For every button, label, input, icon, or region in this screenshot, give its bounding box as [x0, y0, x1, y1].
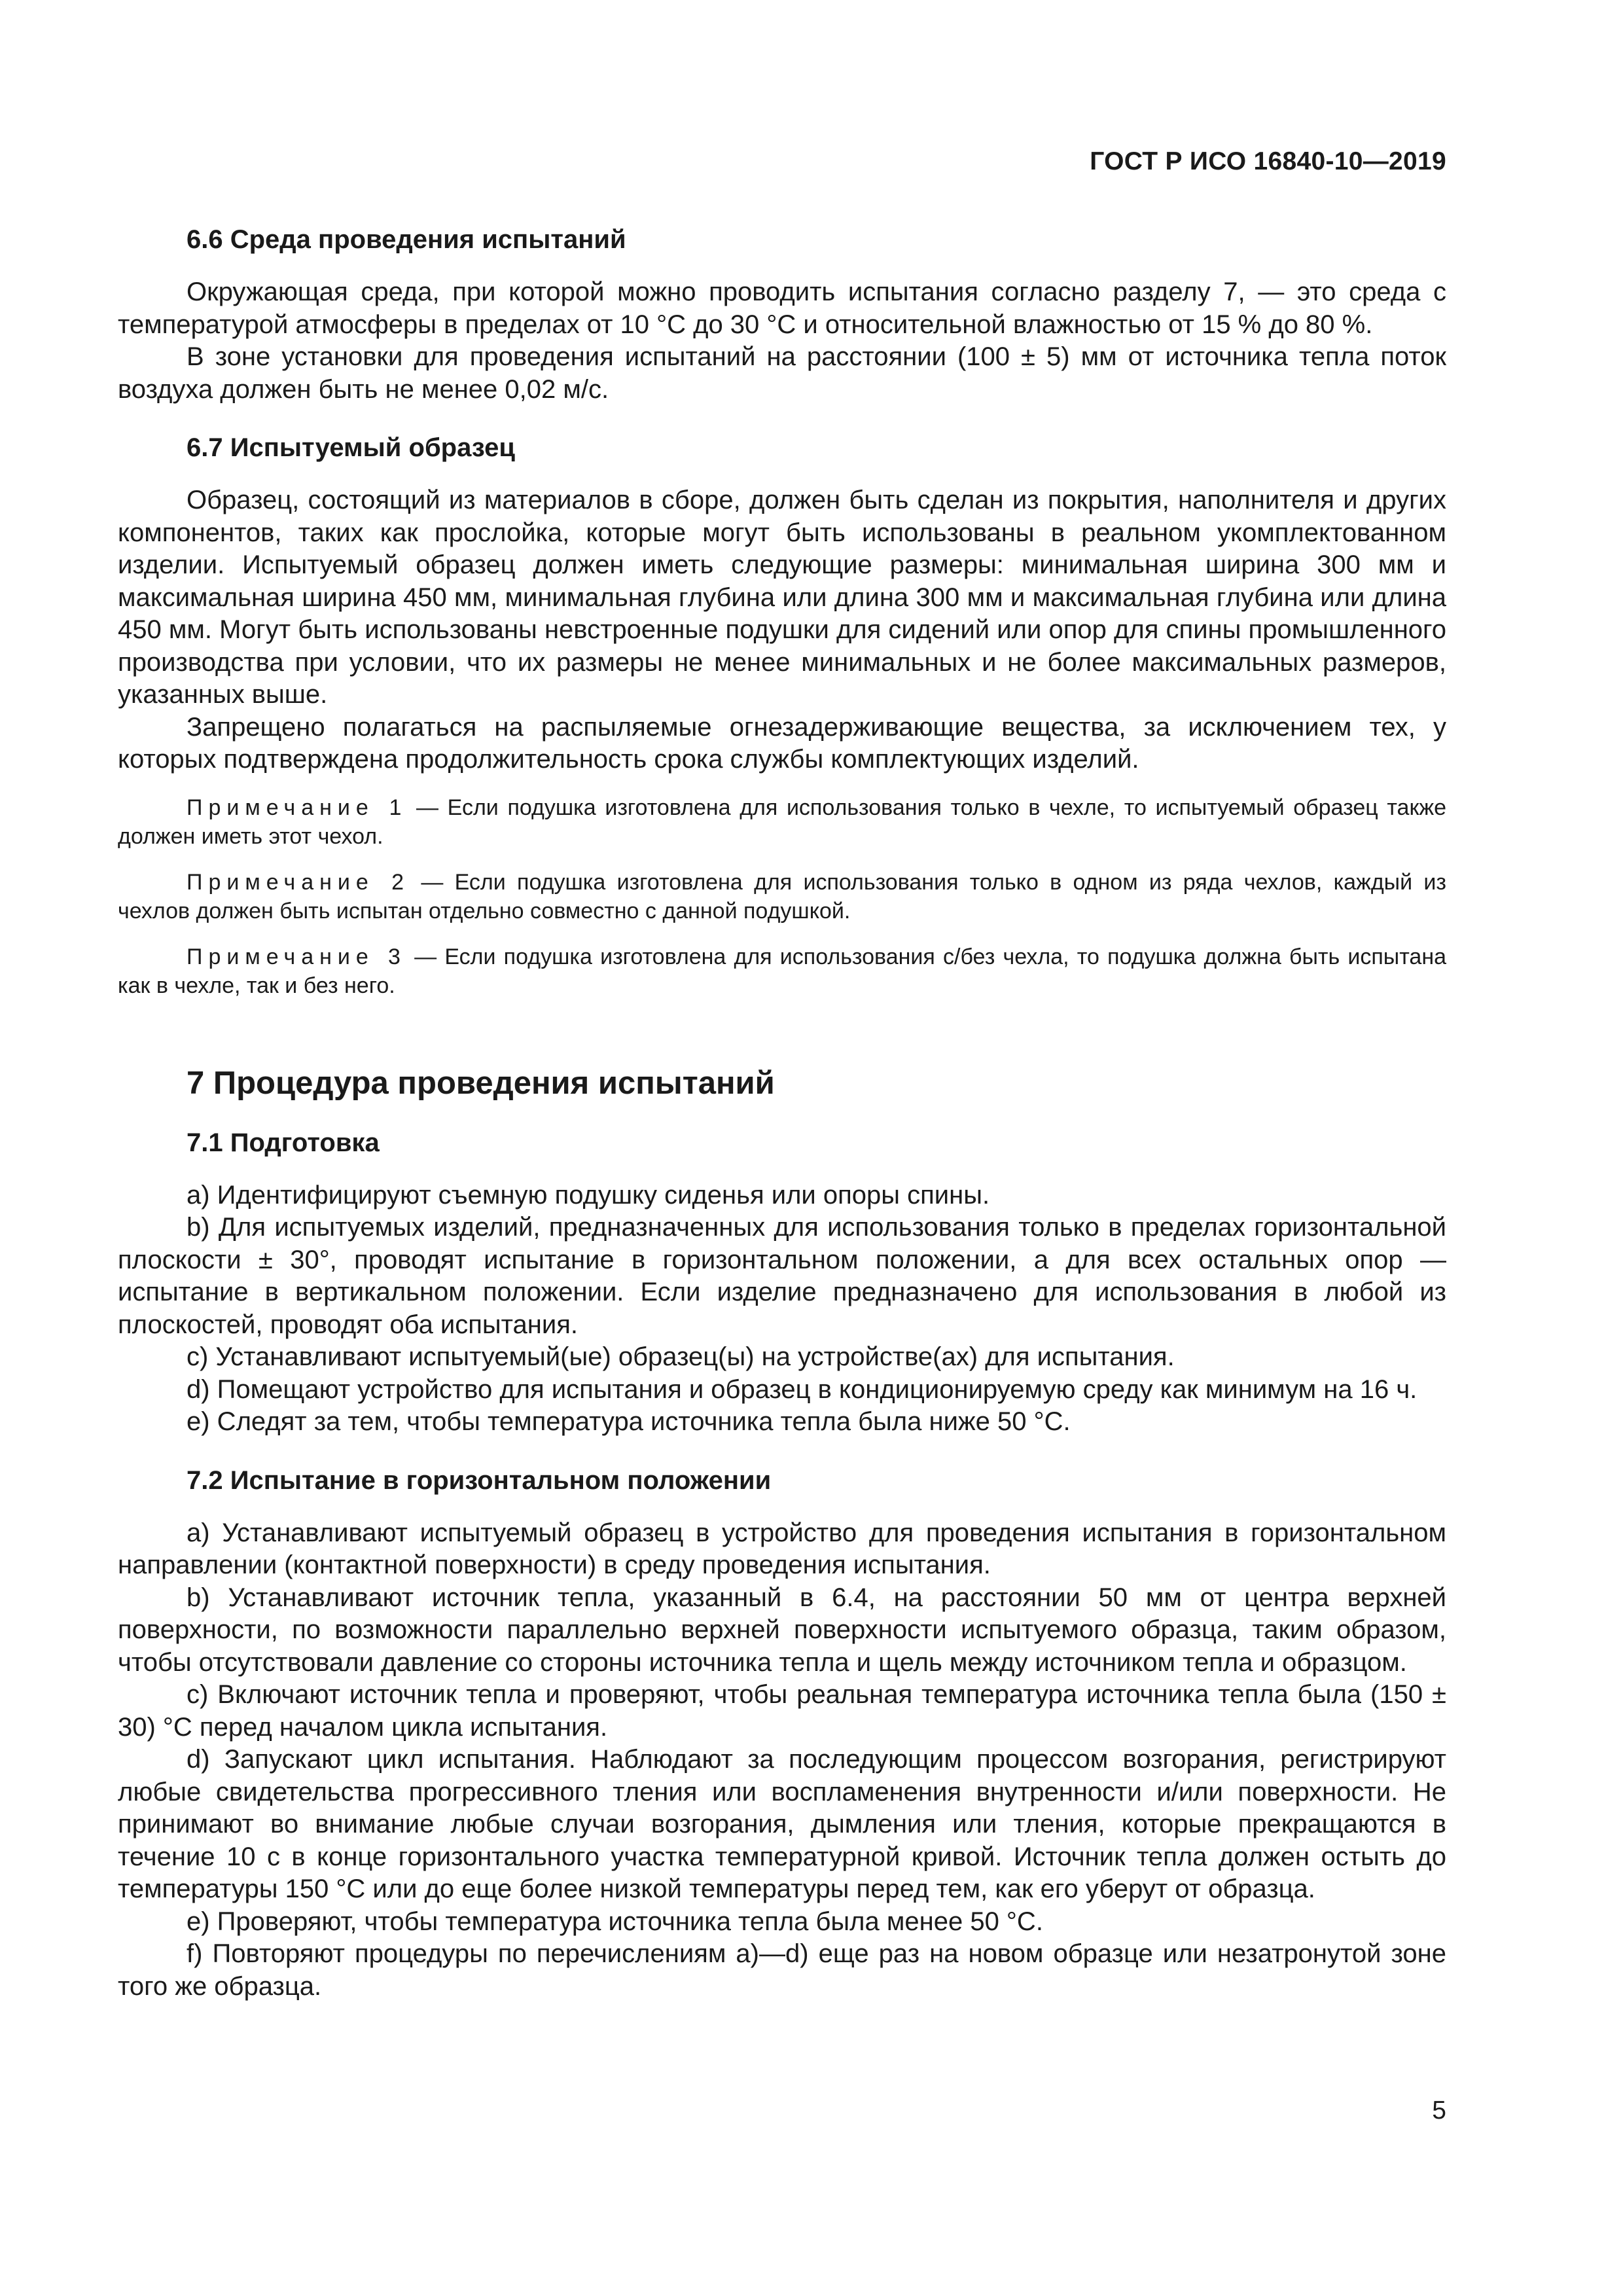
- item-7-2-d: d) Запускают цикл испытания. Наблюдают за последующим процессом возгорания, регистрируют любые свидетельства прогрессивного тления или воспламенения внутренности и/или поверхности. Не принимают во внимание любые случаи возгорания, дымления или тления, которые прекращаются в течение 10 с в конце горизонтального участка температурной кривой. Источник тепла должен остыть до температуры 150 °С или до еще более низкой температуры перед тем, как его уберут от образца.: [118, 1745, 1446, 1903]
- item-7-2-f: f) Повторяют процедуры по перечислениям a)—d) еще раз на новом образце или незатронутой зоне того же образца.: [118, 1939, 1446, 2001]
- item-7-2-a: a) Устанавливают испытуемый образец в устройство для проведения испытания в горизонтальном направлении (контактной поверхности) в среду проведения испытания.: [118, 1518, 1446, 1579]
- heading-6-7: 6.7 Испытуемый образец: [187, 433, 516, 462]
- note-1-text: — Если подушка изготовлена для использования только в чехле, то испытуемый образец также должен иметь этот чехол.: [118, 795, 1446, 849]
- paragraph-6-6-2: В зоне установки для проведения испытаний на расстоянии (100 ± 5) мм от источника тепла поток воздуха должен быть не менее 0,02 м/с.: [118, 342, 1446, 404]
- item-7-2-c: c) Включают источник тепла и проверяют, чтобы реальная температура источника тепла была (150 ± 30) °С перед началом цикла испытания.: [118, 1680, 1446, 1742]
- page-number: 5: [1432, 2096, 1446, 2125]
- heading-6-6: 6.6 Среда проведения испытаний: [187, 225, 626, 254]
- page-content: [118, 223, 1446, 2003]
- item-7-1-e: e) Следят за тем, чтобы температура источника тепла была ниже 50 °С.: [187, 1407, 1071, 1436]
- note-2-text: — Если подушка изготовлена для использования только в одном из ряда чехлов, каждый из чехлов должен быть испытан отдельно совместно с данной подушкой.: [118, 869, 1446, 924]
- item-7-1-a: a) Идентифицируют съемную подушку сиденья или опоры спины.: [187, 1180, 990, 1210]
- heading-7-2: 7.2 Испытание в горизонтальном положении: [187, 1465, 772, 1495]
- note-3: [118, 942, 1446, 1000]
- item-7-2-e: e) Проверяют, чтобы температура источника тепла была менее 50 °С.: [187, 1907, 1043, 1936]
- heading-7: 7 Процедура проведения испытаний: [187, 1065, 775, 1101]
- note-3-text: — Если подушка изготовлена для использования с/без чехла, то подушка должна быть испытана как в чехле, так и без него.: [118, 944, 1446, 998]
- note-1-label: Примечание 1: [187, 795, 408, 820]
- document-id: ГОСТ Р ИСО 16840-10—2019: [1090, 147, 1446, 175]
- item-7-2-b: b) Устанавливают источник тепла, указанный в 6.4, на расстоянии 50 мм от центра верхней поверхности, по возможности параллельно верхней поверхности испытуемого образца, таким образом, чтобы отсутствовали давление со стороны источника тепла и щель между источником тепла и образцом.: [118, 1583, 1446, 1677]
- paragraph-6-7-1: Образец, состоящий из материалов в сборе, должен быть сделан из покрытия, наполнителя и других компонентов, таких как прослойка, которые могут быть использованы в реальном укомплектованном изделии. Испытуемый образец должен иметь следующие размеры: минимальная ширина 300 мм и максимальная ширина 450 мм, минимальная глубина или длина 300 мм и максимальная глубина или длина 450 мм. Могут быть использованы невстроенные подушки для сидений или опор для спины промышленного производства при условии, что их размеры не менее минимальных и не более максимальных размеров, указанных выше.: [118, 486, 1446, 709]
- note-1: [118, 793, 1446, 851]
- paragraph-6-7-2: Запрещено полагаться на распыляемые огнезадерживающие вещества, за исключением тех, у которых подтверждена продолжительность срока службы комплектующих изделий.: [118, 712, 1446, 774]
- note-2: [118, 868, 1446, 925]
- note-2-label: Примечание 2: [187, 869, 410, 895]
- heading-7-1: 7.1 Подготовка: [187, 1128, 380, 1157]
- paragraph-6-6-1: Окружающая среда, при которой можно проводить испытания согласно разделу 7, — это среда с температурой атмосферы в пределах от 10 °С до 30 °С и относительной влажностью от 15 % до 80 %.: [118, 278, 1446, 339]
- note-3-label: Примечание 3: [187, 944, 406, 969]
- item-7-1-d: d) Помещают устройство для испытания и образец в кондиционируемую среду как минимум на 16 ч.: [187, 1374, 1418, 1404]
- document-page: [118, 0, 1446, 2296]
- item-7-1-b: b) Для испытуемых изделий, предназначенных для использования только в пределах горизонтальной плоскости ± 30°, проводят испытание в горизонтальном положении, а для всех остальных опор — испытание в вертикальном положении. Если изделие предназначено для использования в любой из плоскостей, проводят оба испытания.: [118, 1213, 1446, 1339]
- item-7-1-c: c) Устанавливают испытуемый(ые) образец(ы) на устройстве(ах) для испытания.: [187, 1342, 1175, 1371]
